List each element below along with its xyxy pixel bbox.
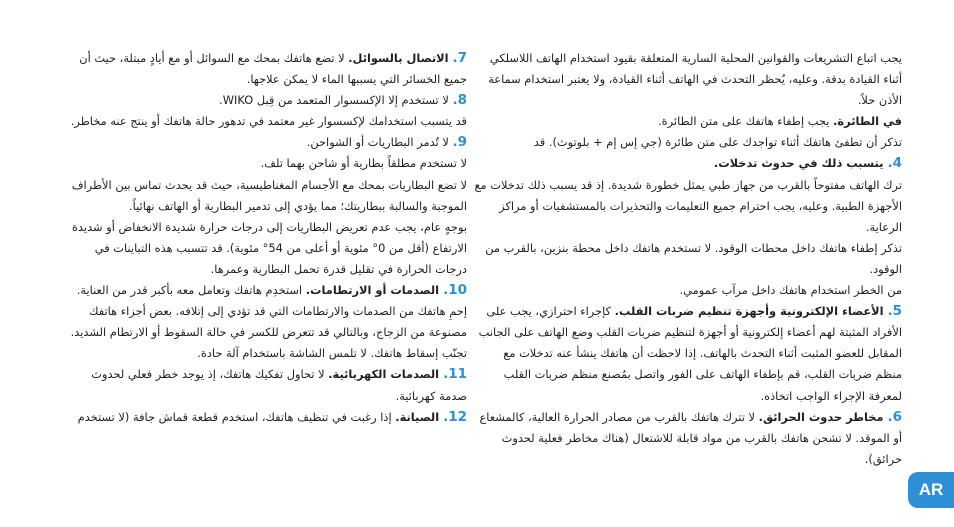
fuel-station-paragraph: تذكر إطفاء هاتفك داخل محطات الوقود. لا تستخدم هاتفك داخل محطة بنزين، بالقرب من الوقود. — [485, 240, 902, 276]
garage-paragraph: من الخطر استخدام هاتفك داخل مرآب عمومي. — [679, 283, 902, 298]
section-6-text: لا تترك هاتفك بالقرب من مصادر الحرارة العالية، كالمشعاع أو الموقد. لا تشحن هاتفك بالقرب من مواد قابلة للاشتعال (هناك مخاطر فعلية لحدوث حرائق). — [479, 409, 902, 466]
section-8-heading — [67, 90, 467, 111]
section-10 — [67, 280, 467, 364]
section-6-title: مخاطر حدوث الحرائق. — [758, 409, 888, 424]
section-5-text: كإجراء احترازي، يجب على الأفراد المثبتة لهم أعضاء إلكترونية أو أجهزة لتنظيم ضربات القلب وضع الهاتف على الجانب المقابل للعضو المثبت أثناء التحدث بالهاتف. إذا لاحظت أن هاتفك ينشأ عنه تدخلات مع منظم ضربات القلب، قم بإطفاء الهاتف على الفور واتصل بمُصنع منظم ضربات القلب لمعرفة الإجراء الواجب اتخاذه. — [478, 304, 902, 403]
airplane-reminder-paragraph: تذكر أن تطفئ هاتفك أثناء تواجدك على متن طائرة (جي إس إم + بلوتوث). قد — [533, 135, 902, 150]
section-8-text: قد يتسبب استخدامك لإكسسوار غير معتمد في تدهور حالة هاتفك أو ينتج عنه مخاطر. — [70, 114, 467, 129]
section-4-heading — [474, 153, 902, 174]
section-11 — [67, 364, 467, 406]
section-10-number: 10. — [443, 282, 467, 299]
section-7 — [67, 48, 467, 90]
airplane-paragraph — [474, 111, 902, 132]
language-badge: AR — [908, 472, 954, 508]
section-6 — [474, 407, 902, 470]
left-column — [67, 48, 467, 428]
section-12-title: الصيانة. — [395, 409, 444, 424]
section-5 — [474, 301, 902, 406]
right-column — [474, 48, 902, 470]
section-4-number: 4. — [887, 155, 902, 172]
section-7-text: لا تضع هاتفك بمحك مع السوائل أو مع أيادٍ مبتلة، حيث أن جميع الخسائر التي يسببها الماء لا يمكن علاجها. — [79, 51, 467, 87]
section-12-text: إذا رغبت في تنظيف هاتفك، استخدم قطعة قماش جافة (لا تستخدم — [77, 409, 396, 424]
damaged-battery-paragraph: لا تستخدم مطلقاً بطارية أو شاحن بهما تلف. — [260, 156, 467, 171]
section-10-text: استخدِم هاتفك وتعامل معه بأكبر قدر من العناية. إحمِ هاتفك من الصدمات والارتطامات التي قد تؤدي إلى إتلافه. بعض أجزاء هاتفك مصنوعة من الزجاج، وبالتالي قد تتعرض للكسر في حالة السقوط أو الارتطام الشديد. تجنّب إسقاط هاتفك. لا تلمس الشاشة باستخدام آلة حادة. — [70, 283, 467, 361]
section-9-number: 9. — [452, 134, 467, 151]
section-12 — [67, 407, 467, 428]
section-5-number: 5. — [887, 303, 902, 320]
section-5-title: الأعضاء الإلكترونية وأجهزة تنظيم ضربات القلب. — [614, 304, 888, 319]
section-11-text: لا تحاول تفكيك هاتفك، إذ يوجد خطر فعلي لحدوث صدمة كهربائية. — [91, 367, 467, 403]
section-7-title: الاتصال بالسوائل. — [348, 51, 453, 65]
section-10-title: الصدمات أو الارتطامات. — [305, 283, 444, 298]
section-4-title: يتسبب ذلك في حدوث تدخلات. — [713, 156, 888, 171]
driving-paragraph: يجب اتباع التشريعات والقوانين المحلية السارية المتعلقة بقيود استخدام الهاتف اللاسلكي أثناء القيادة بدقة. وعليه، يُحظر التحدث في الهاتف أثناء القيادة، ولا يعتبر استخدام سماعة الأذن حلاً. — [488, 51, 902, 108]
section-9-title: لا تُدمر البطاريات أو الشواحن. — [306, 135, 453, 150]
section-11-title: الصدمات الكهربائية. — [328, 367, 444, 382]
section-9-heading — [67, 132, 467, 153]
section-8-title: لا تستخدم إلا الإكسسوار المتعمد من قِبل WIKO. — [219, 93, 453, 108]
section-6-number: 6. — [887, 408, 902, 425]
section-7-number: 7. — [452, 50, 467, 66]
section-8-number: 8. — [452, 92, 467, 109]
medical-devices-paragraph: ترك الهاتف مفتوحاً بالقرب من جهاز طبي يمثل خطورة شديدة. إذ قد يسبب ذلك تدخلات مع الأجهزة الطبية. وعليه، يجب احترام جميع التعليمات والتحذيرات بالمستشفيات أو مراكز الرعاية. — [474, 177, 902, 234]
section-11-number: 11. — [443, 366, 467, 383]
airplane-title: في الطائرة. — [833, 114, 902, 129]
section-12-number: 12. — [443, 408, 467, 425]
magnetic-objects-paragraph: لا تضع البطاريات بمحك مع الأجسام المغناطيسية، حيث قد يحدث تماس بين الأطراف الموجبة والسالبة ببطاريتك؛ مما يؤدي إلى تدمير البطارية أو الهاتف نهائياً. — [71, 177, 467, 213]
airplane-text: يجب إطفاء هاتفك على متن الطائرة. — [658, 114, 834, 129]
temperature-paragraph: بوجهٍ عام، يجب عدم تعريض البطاريات إلى درجات حرارة شديدة الانخفاض أو شديدة الارتفاع (أقل من 0° مئوية أو أعلى من 54° مئوية). قد تتسبب هذه التباينات في درجات الحرارة في تقليل قدرة تحمل البطارية وعمرها. — [71, 219, 467, 276]
